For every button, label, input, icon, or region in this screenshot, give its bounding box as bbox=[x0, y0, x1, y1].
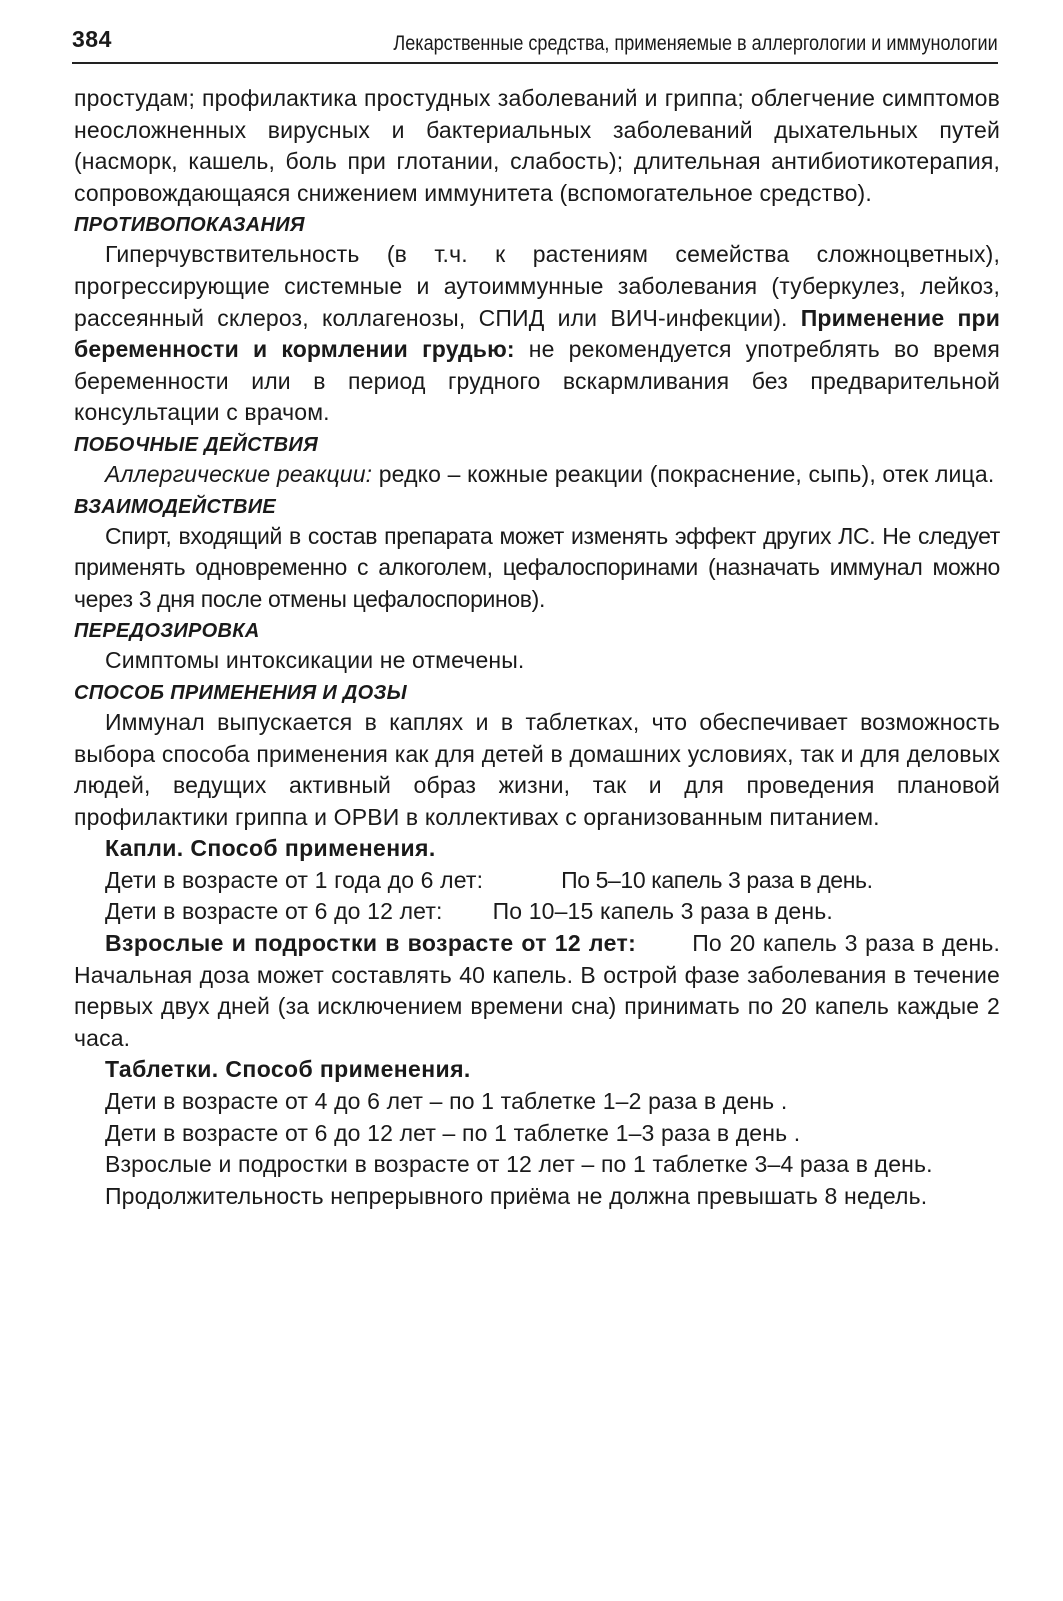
drops-children-1-6-label: Дети в возрасте от 1 года до 6 лет: bbox=[105, 866, 484, 893]
running-title: Лекарственные средства, применяемые в аллергологии и иммунологии bbox=[393, 32, 998, 55]
page-number: 384 bbox=[72, 26, 112, 52]
drops-children-6-12-row bbox=[74, 896, 1000, 928]
contraindications-heading: ПРОТИВОПОКАЗАНИЯ bbox=[74, 214, 305, 237]
contraindications-text: Гиперчувствительность (в т.ч. к растениям семейства сложноцветных), прогрессирующие системные и аутоиммунные заболевания (туберкулез, лейкоз, рассеянный склероз, коллагенозы, СПИД или ВИЧ-инфекции). bbox=[74, 241, 1000, 331]
interaction-paragraph: Спирт, входящий в состав препарата может изменять эффект других ЛС. Не следует применять одновременно с алкоголем, цефалоспоринами (назначать иммунал можно через 3 дня после отмены цефалоспоринов). bbox=[74, 522, 1000, 612]
tablets-children-4-6: Дети в возрасте от 4 до 6 лет – по 1 таблетке 1–2 раза в день . bbox=[105, 1088, 788, 1115]
drops-adults-text: По 20 капель 3 раза в день. Начальная доза может составлять 40 капель. В острой фазе заболевания в течение первых двух дней (за исключением времени сна) принимать по 20 капель каждые 2 часа. bbox=[74, 930, 1000, 1051]
dosage-heading: СПОСОБ ПРИМЕНЕНИЯ И ДОЗЫ bbox=[74, 681, 407, 704]
interaction-heading: ВЗАИМОДЕЙСТВИЕ bbox=[74, 495, 277, 518]
overdose-heading: ПЕРЕДОЗИРОВКА bbox=[74, 620, 260, 643]
dosage-intro-paragraph: Иммунал выпускается в каплях и в таблетках, что обеспечивает возможность выбора способа применения как для детей в домашних условиях, так и для деловых людей, ведущих активный образ жизни, так и для проведения плановой профилактики гриппа и ОРВИ в коллективах с организованным питанием. bbox=[74, 708, 1000, 830]
drops-children-1-6-row bbox=[74, 865, 1000, 897]
allergic-reactions-label: Аллергические реакции: bbox=[105, 460, 373, 487]
duration-paragraph: Продолжительность непрерывного приёма не должна превышать 8 недель. bbox=[105, 1182, 928, 1209]
contraindications-paragraph bbox=[74, 239, 1000, 429]
intro-paragraph: простудам; профилактика простудных заболеваний и гриппа; облегчение симптомов неосложненных вирусных и бактериальных заболеваний дыхательных путей (насморк, кашель, боль при глотании, слабость); длительная антибиотикотерапия, сопровождающаяся снижением иммунитета (вспомогательное средство). bbox=[74, 85, 1000, 206]
tablets-heading: Таблетки. Способ применения. bbox=[105, 1056, 471, 1083]
drops-adults-paragraph bbox=[74, 928, 1000, 1054]
tablets-adults: Взрослые и подростки в возрасте от 12 лет – по 1 таблетке 3–4 раза в день. bbox=[105, 1151, 933, 1178]
page-header bbox=[72, 22, 998, 64]
side-effects-heading: ПОБОЧНЫЕ ДЕЙСТВИЯ bbox=[74, 433, 318, 456]
page-content bbox=[74, 83, 1000, 1212]
drops-heading: Капли. Способ применения. bbox=[105, 835, 436, 862]
pregnancy-text: не рекомендуется употреблять во время беременности или в период грудного вскармливания без предварительной консультации с врачом. bbox=[74, 336, 1000, 426]
overdose-paragraph: Симптомы интоксикации не отмечены. bbox=[105, 647, 525, 674]
pregnancy-label: Применение при беременности и кормлении грудью: bbox=[74, 304, 1000, 363]
drops-children-1-6-dose: По 5–10 капель 3 раза в день. bbox=[561, 866, 873, 893]
drops-children-6-12-dose: По 10–15 капель 3 раза в день. bbox=[492, 898, 833, 925]
drops-children-6-12-label: Дети в возрасте от 6 до 12 лет: bbox=[105, 898, 443, 925]
tablets-children-6-12: Дети в возрасте от 6 до 12 лет – по 1 таблетке 1–3 раза в день . bbox=[105, 1119, 801, 1146]
drops-adults-label: Взрослые и подростки в возрасте от 12 лет: bbox=[105, 930, 637, 957]
side-effects-paragraph bbox=[74, 459, 1000, 491]
side-effects-text: редко – кожные реакции (покраснение, сыпь), отек лица. bbox=[378, 460, 995, 487]
